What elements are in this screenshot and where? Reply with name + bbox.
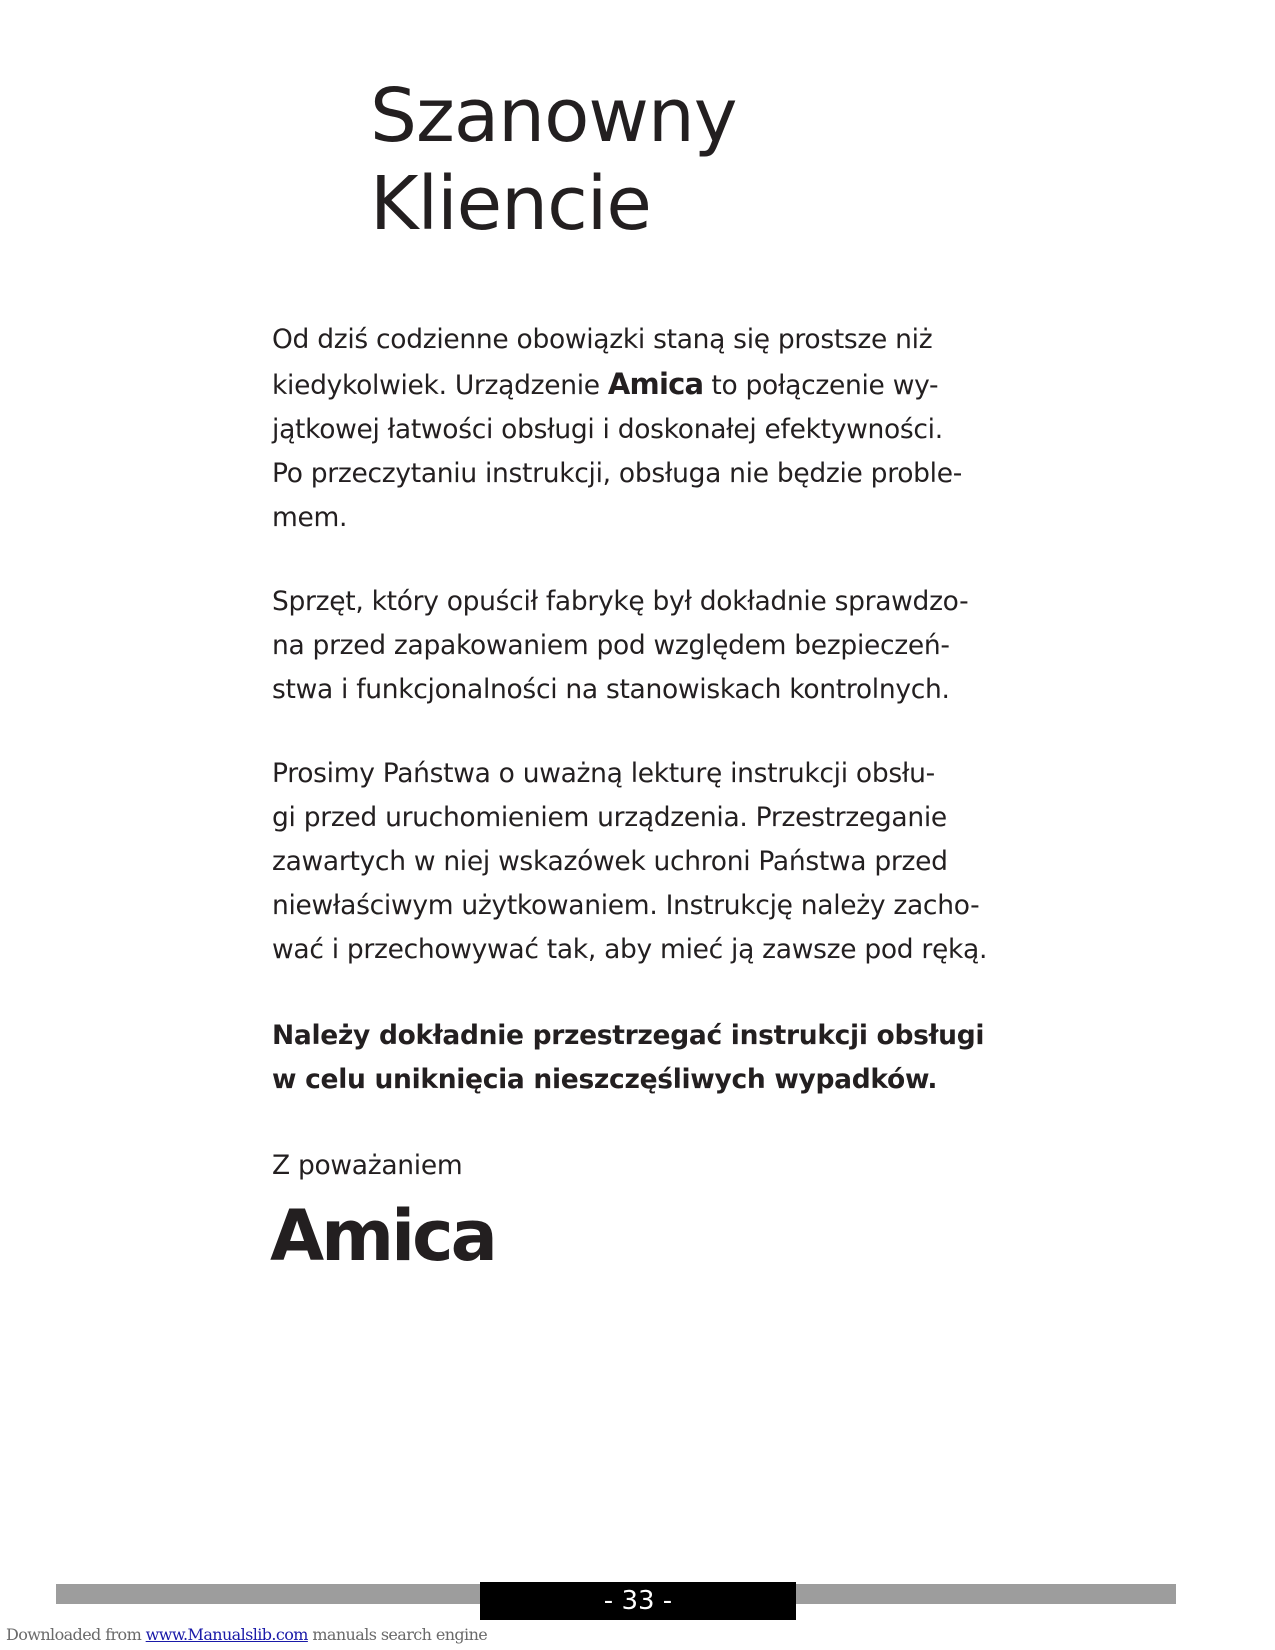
brand-name-inline: Amica [607, 367, 704, 401]
paragraph-line: Od dziś codzienne obowiązki staną się prostsze niż [272, 324, 933, 355]
paragraph-line: stwa i funkcjonalności na stanowiskach kontrolnych. [272, 674, 950, 705]
paragraph-line: zawartych w niej wskazówek uchroni Państwa przed [272, 846, 948, 877]
title-line-1: Szanowny [370, 73, 737, 159]
warning-line: Należy dokładnie przestrzegać instrukcji obsługi [272, 1020, 985, 1051]
paragraph-line: na przed zapakowaniem pod względem bezpieczeń- [272, 630, 950, 661]
page-number: - 33 - [480, 1582, 796, 1620]
warning-line: w celu uniknięcia nieszczęśliwych wypadków. [272, 1064, 938, 1095]
page-title [370, 72, 737, 248]
paragraph-line: gi przed uruchomieniem urządzenia. Przestrzeganie [272, 802, 947, 833]
closing-line: Z poważaniem [272, 1150, 463, 1181]
paragraph-line: wać i przechowywać tak, aby mieć ją zawsze pod ręką. [272, 934, 988, 965]
paragraph-text: to połączenie wy- [703, 370, 939, 401]
amica-logo: Amica [270, 1195, 495, 1277]
paragraph-line: Prosimy Państwa o uważną lekturę instrukcji obsłu- [272, 758, 935, 789]
paragraph-text: kiedykolwiek. Urządzenie [272, 370, 608, 401]
paragraph-line: niewłaściwym użytkowaniem. Instrukcję należy zacho- [272, 890, 980, 921]
closing-text [272, 1144, 1012, 1188]
safety-warning [272, 1014, 1012, 1102]
paragraph-line-with-brand [272, 362, 1012, 408]
quality-paragraph [272, 580, 1012, 712]
download-prefix: Downloaded from [6, 1625, 146, 1644]
paragraph-line: jątkowej łatwości obsługi i doskonałej efektywności. [272, 414, 943, 445]
instructions-paragraph [272, 752, 1012, 972]
manualslib-link[interactable]: www.Manualslib.com [145, 1625, 308, 1644]
paragraph-line: mem. [272, 502, 348, 533]
download-suffix: manuals search engine [307, 1625, 488, 1644]
paragraph-line: Po przeczytaniu instrukcji, obsługa nie będzie proble- [272, 458, 962, 489]
title-line-2: Kliencie [370, 161, 651, 247]
intro-paragraph [272, 318, 1012, 540]
download-note [6, 1624, 487, 1646]
paragraph-line: Sprzęt, który opuścił fabrykę był dokładnie sprawdzo- [272, 586, 969, 617]
